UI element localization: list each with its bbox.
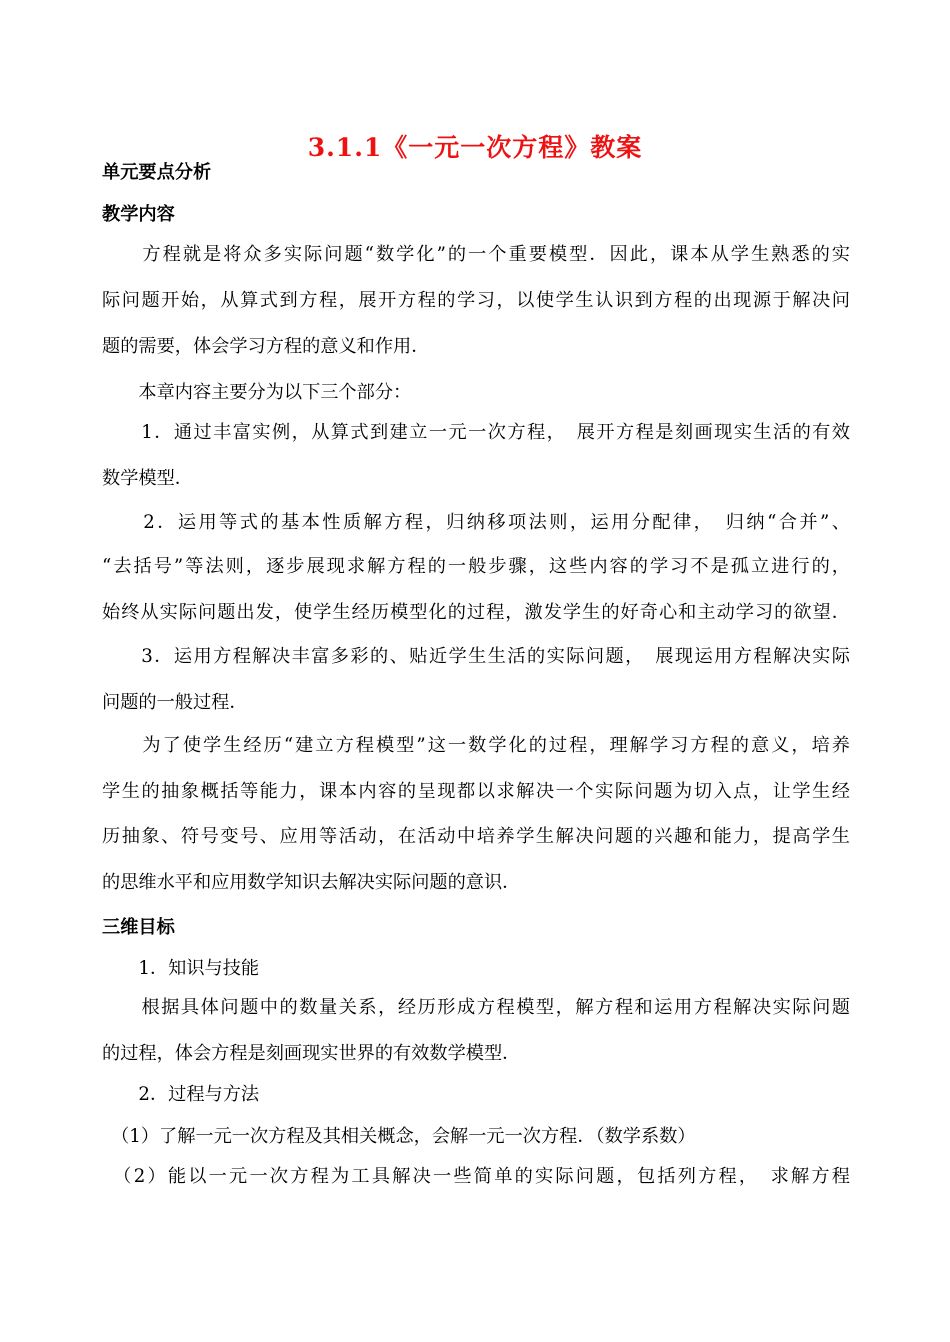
paragraph-line: 为了使学生经历“建立方程模型”这一数学化的过程，理解学习方程的意义，培养: [102, 735, 850, 756]
paragraph-line: （2）能以一元一次方程为工具解决一些简单的实际问题，包括列方程， 求解方程: [102, 1166, 850, 1187]
section-heading-unit-analysis: 单元要点分析: [102, 162, 212, 183]
paragraph-line: 始终从实际问题出发，使学生经历模型化的过程，激发学生的好奇心和主动学习的欲望．: [102, 602, 850, 623]
paragraph-line: 学生的抽象概括等能力，课本内容的呈现都以求解决一个实际问题为切入点，让学生经: [102, 781, 850, 802]
paragraph-line: 1．知识与技能: [102, 958, 260, 979]
paragraph-line: 数学模型．: [102, 468, 193, 489]
document-title: 3.1.1《一元一次方程》教案: [307, 133, 643, 162]
paragraph-line: 1．通过丰富实例，从算式到建立一元一次方程， 展开方程是刻画现实生活的有效: [102, 422, 850, 443]
paragraph-line: 的过程，体会方程是刻画现实世界的有效数学模型．: [102, 1043, 521, 1064]
paragraph-line: 的思维水平和应用数学知识去解决实际问题的意识．: [102, 872, 521, 893]
paragraph-line: 题的需要，体会学习方程的意义和作用．: [102, 336, 430, 357]
section-heading-teaching-content: 教学内容: [102, 204, 175, 225]
paragraph-line: 际问题开始，从算式到方程，展开方程的学习，以使学生认识到方程的出现源于解决问: [102, 290, 850, 311]
paragraph-line: 2．运用等式的基本性质解方程，归纳移项法则，运用分配律， 归纳“合并”、: [102, 512, 850, 533]
section-heading-three-goals: 三维目标: [102, 917, 175, 938]
paragraph-line: “去括号”等法则，逐步展现求解方程的一般步骤，这些内容的学习不是孤立进行的，: [102, 556, 850, 577]
paragraph-line: （1）了解一元一次方程及其相关概念，会解一元一次方程．（数学系数）: [102, 1126, 696, 1147]
paragraph-line: 2．过程与方法: [102, 1084, 260, 1105]
paragraph-line: 根据具体问题中的数量关系，经历形成方程模型，解方程和运用方程解决实际问题: [102, 997, 850, 1018]
paragraph-line: 3．运用方程解决丰富多彩的、贴近学生生活的实际问题， 展现运用方程解决实际: [102, 646, 850, 667]
paragraph-line: 问题的一般过程．: [102, 692, 248, 713]
paragraph-line: 方程就是将众多实际问题“数学化”的一个重要模型．因此，课本从学生熟悉的实: [102, 244, 850, 265]
paragraph-line: 本章内容主要分为以下三个部分：: [102, 382, 412, 403]
paragraph-line: 历抽象、符号变号、应用等活动，在活动中培养学生解决问题的兴趣和能力，提高学生: [102, 826, 850, 847]
